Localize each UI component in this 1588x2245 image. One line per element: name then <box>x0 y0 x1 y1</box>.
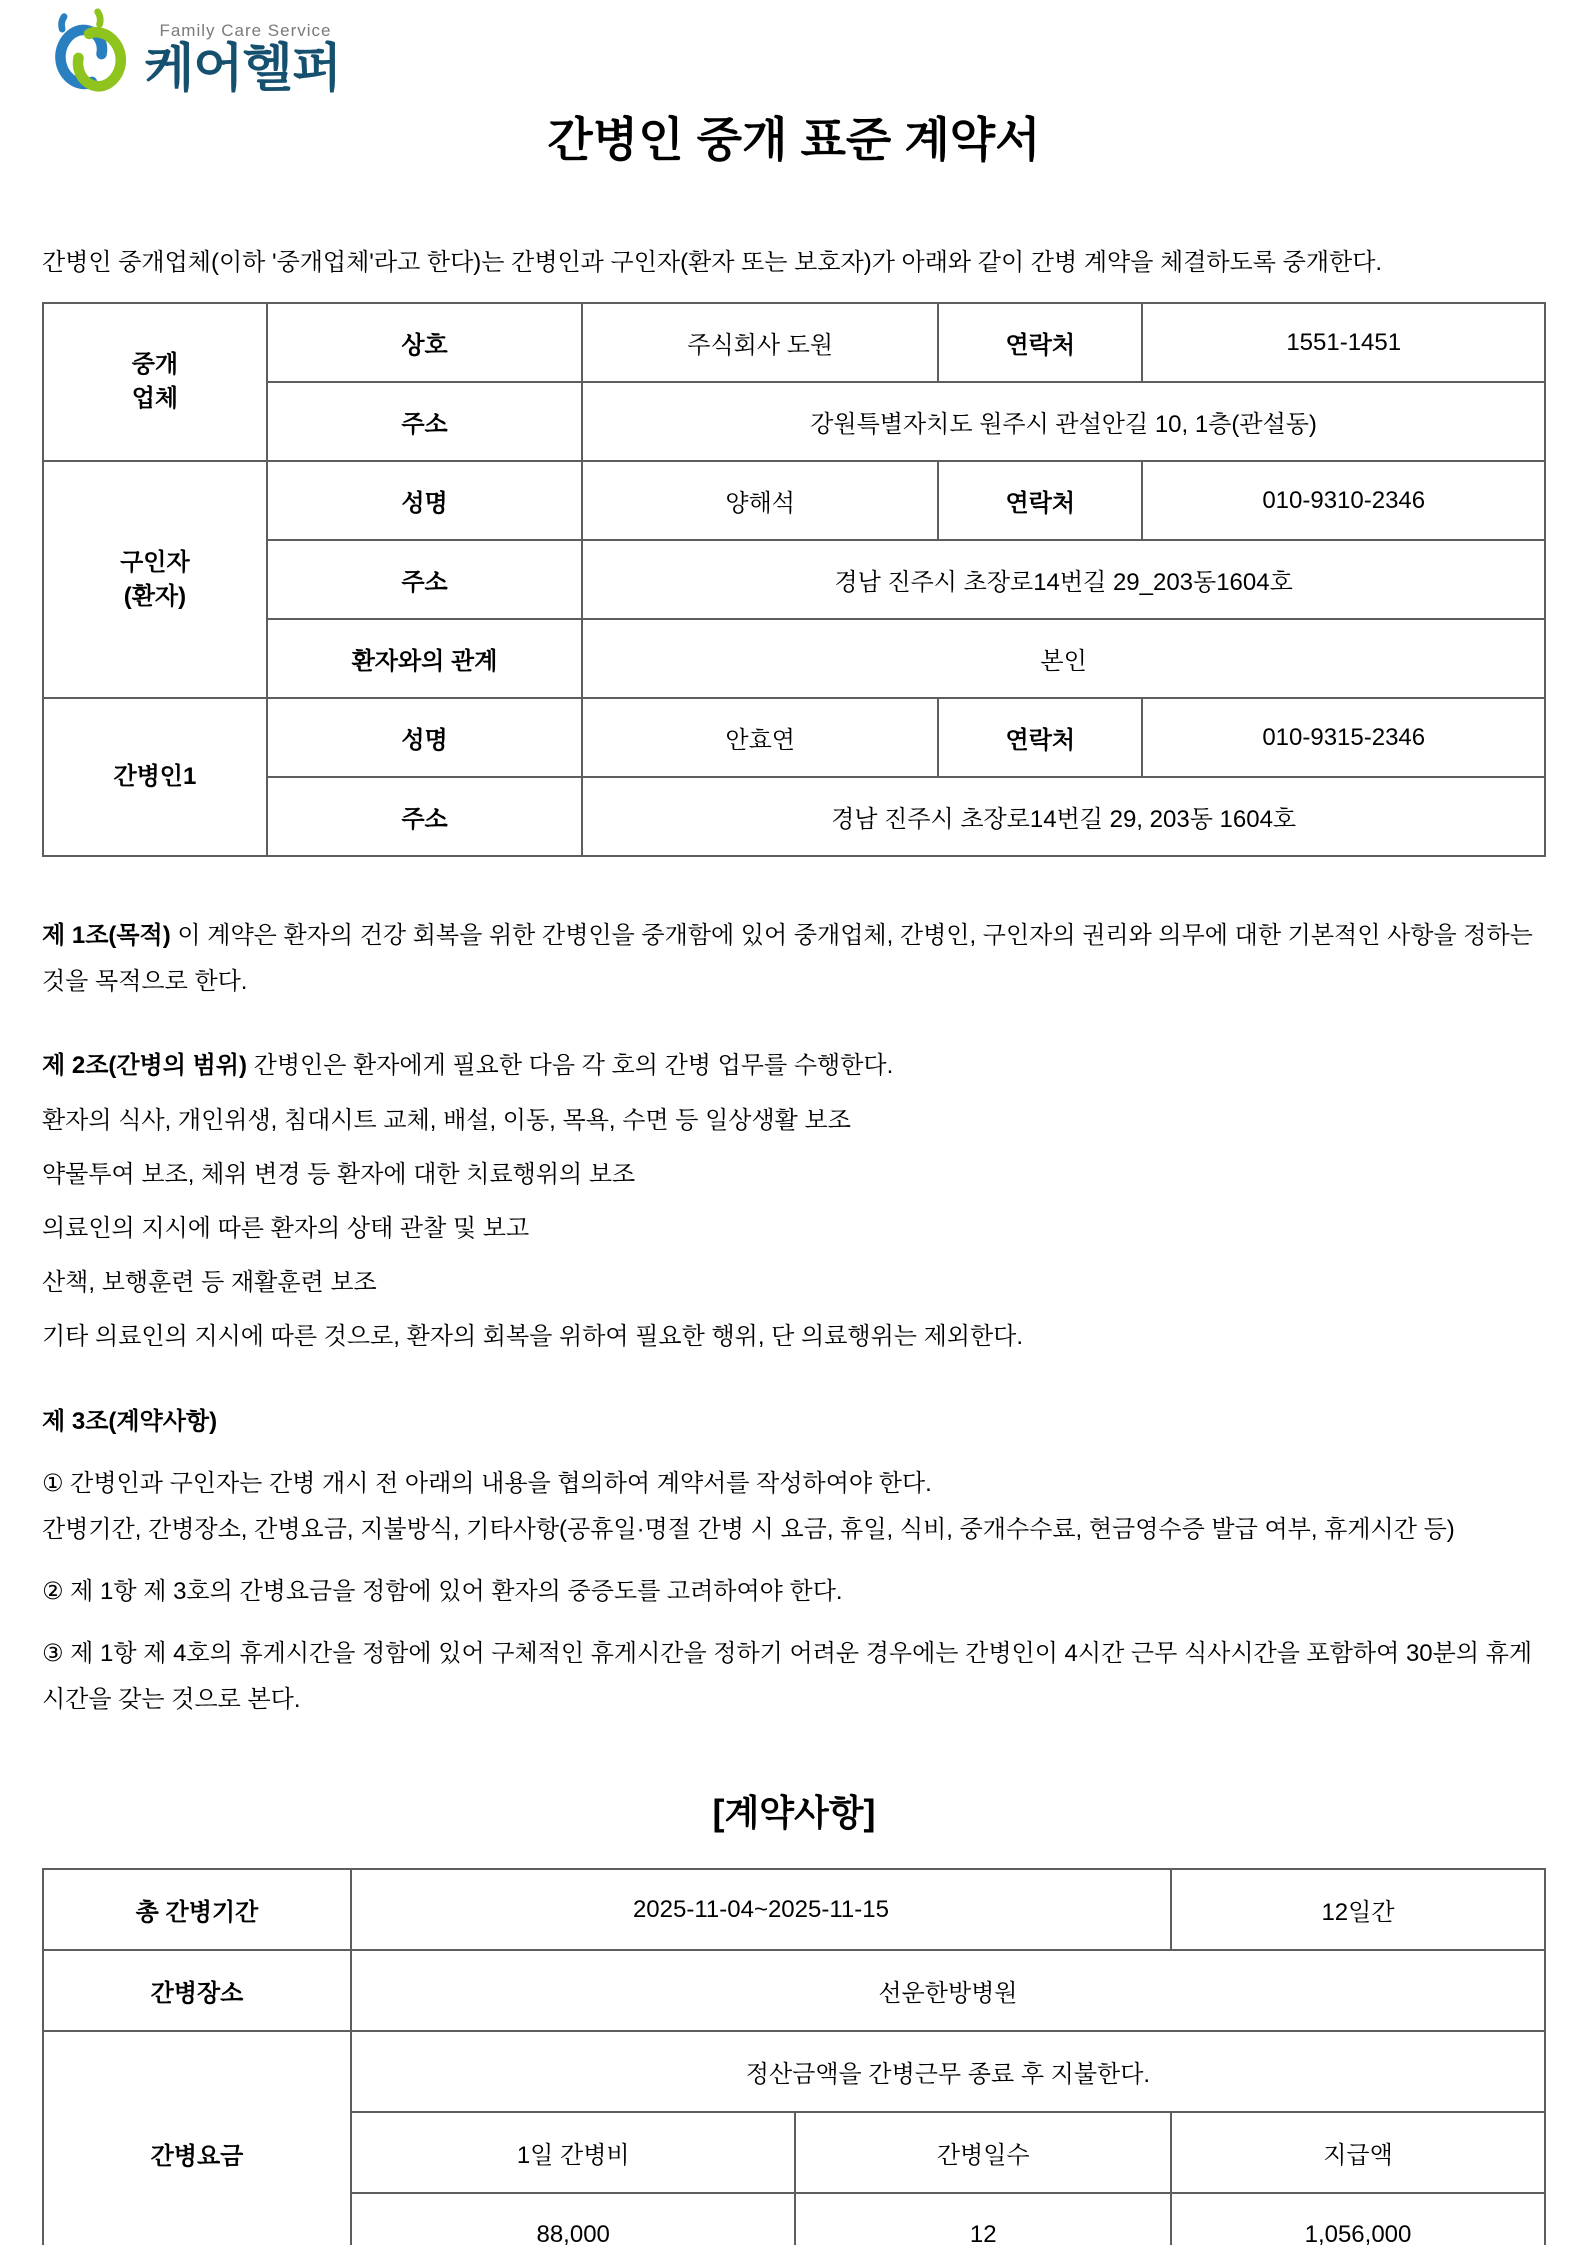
intro-paragraph: 간병인 중개업체(이하 '중개업체'라고 한다)는 간병인과 구인자(환자 또는 보호자)가 아래와 같이 간병 계약을 체결하도록 중개한다. <box>42 249 1383 277</box>
fee-note: 정산금액을 간병근무 종료 후 지불한다. <box>351 2031 1545 2112</box>
contract-details-table <box>42 1868 1546 2245</box>
care-scope-item: 의료인의 지시에 따른 환자의 상태 관찰 및 보고 <box>42 1215 530 1243</box>
broker-name-value: 주식회사 도원 <box>582 303 938 382</box>
article-3-clause-1: ① 간병인과 구인자는 간병 개시 전 아래의 내용을 협의하여 계약서를 작성하여야 한다. 간병기간, 간병장소, 간병요금, 지불방식, 기타사항(공휴일·명절 간병 시 요금, 휴일, 식비, 중개수수료, 현금영수증 발급 여부, 휴게시간 등) <box>42 1461 1546 1553</box>
caregiver-name-value: 안효연 <box>582 698 938 777</box>
article-2 <box>42 1043 1546 1089</box>
article-2-body: 간병인은 환자에게 필요한 다음 각 호의 간병 업무를 수행한다. <box>253 1052 894 1080</box>
place-value: 선운한방병원 <box>351 1950 1545 2031</box>
field-label: 환자와의 관계 <box>267 619 582 698</box>
fee-label: 간병요금 <box>43 2031 351 2245</box>
client-address-value: 경남 진주시 초장로14번길 29_203동1604호 <box>582 540 1545 619</box>
table-row <box>43 1869 1545 1950</box>
parties-table <box>42 302 1546 857</box>
field-label: 주소 <box>267 382 582 461</box>
field-label: 상호 <box>267 303 582 382</box>
group-client-cell: 구인자 (환자) <box>43 461 267 698</box>
fee-total-value: 1,056,000 <box>1171 2193 1545 2245</box>
article-1-body: 이 계약은 환자의 건강 회복을 위한 간병인을 중개함에 있어 중개업체, 간병인, 구인자의 권리와 의무에 대한 기본적인 사항을 정하는 것을 목적으로 한다. <box>42 922 1533 996</box>
fee-header-days: 간병일수 <box>795 2112 1171 2193</box>
field-label: 연락처 <box>938 461 1142 540</box>
field-label: 성명 <box>267 698 582 777</box>
article-3-clause-3: ③ 제 1항 제 4호의 휴게시간을 정함에 있어 구체적인 휴게시간을 정하기 어려운 경우에는 간병인이 4시간 근무 식사시간을 포함하여 30분의 휴게시간을 갖는 것으로 본다. <box>42 1640 1533 1714</box>
fee-header-daily: 1일 간병비 <box>351 2112 796 2193</box>
client-phone-value: 010-9310-2346 <box>1142 461 1545 540</box>
table-row <box>43 382 1545 461</box>
table-row <box>43 461 1545 540</box>
field-label: 성명 <box>267 461 582 540</box>
page-title: 간병인 중개 표준 계약서 <box>547 113 1041 166</box>
patient-relation-value: 본인 <box>582 619 1545 698</box>
group-broker-cell: 중개 업체 <box>43 303 267 461</box>
contract-section-heading: [계약사항] <box>712 1792 876 1834</box>
care-scope-item: 약물투여 보조, 체위 변경 등 환자에 대한 치료행위의 보조 <box>42 1161 636 1189</box>
care-helper-heart-icon <box>42 8 138 109</box>
table-row <box>43 619 1545 698</box>
period-value: 2025-11-04~2025-11-15 <box>351 1869 1171 1950</box>
client-name-value: 양해석 <box>582 461 938 540</box>
article-3-heading: 제 3조(계약사항) <box>42 1408 218 1436</box>
article-1-heading: 제 1조(목적) <box>42 922 171 950</box>
group-caregiver-cell: 간병인1 <box>43 698 267 856</box>
table-row <box>43 2031 1545 2112</box>
article-3-clause-1-detail: 간병기간, 간병장소, 간병요금, 지불방식, 기타사항(공휴일·명절 간병 시 요금, 휴일, 식비, 중개수수료, 현금영수증 발급 여부, 휴게시간 등) <box>42 1516 1455 1544</box>
document-header <box>42 0 1546 168</box>
caregiver-address-value: 경남 진주시 초장로14번길 29, 203동 1604호 <box>582 777 1545 856</box>
table-row <box>43 1950 1545 2031</box>
place-label: 간병장소 <box>43 1950 351 2031</box>
fee-header-total: 지급액 <box>1171 2112 1545 2193</box>
field-label: 주소 <box>267 540 582 619</box>
care-scope-item: 기타 의료인의 지시에 따른 것으로, 환자의 회복을 위하여 필요한 행위, 단 의료행위는 제외한다. <box>42 1323 1024 1351</box>
fee-daily-value: 88,000 <box>351 2193 796 2245</box>
care-scope-item: 산책, 보행훈련 등 재활훈련 보조 <box>42 1269 377 1297</box>
logo-tagline: Family Care Service <box>159 21 332 40</box>
period-label: 총 간병기간 <box>43 1869 351 1950</box>
article-3-clause-2: ② 제 1항 제 3호의 간병요금을 정함에 있어 환자의 중증도를 고려하여야 한다. <box>42 1578 843 1606</box>
article-2-heading: 제 2조(간병의 범위) <box>42 1052 247 1080</box>
fee-days-value: 12 <box>795 2193 1171 2245</box>
table-row <box>43 698 1545 777</box>
logo-brand-text: 케어헬퍼 <box>144 40 341 98</box>
caregiver-phone-value: 010-9315-2346 <box>1142 698 1545 777</box>
article-1 <box>42 913 1546 1005</box>
table-row <box>43 540 1545 619</box>
table-row <box>43 303 1545 382</box>
broker-address-value: 강원특별자치도 원주시 관설안길 10, 1층(관설동) <box>582 382 1545 461</box>
broker-phone-value: 1551-1451 <box>1142 303 1545 382</box>
period-days-value: 12일간 <box>1171 1869 1545 1950</box>
brand-logo <box>42 8 342 108</box>
field-label: 연락처 <box>938 303 1142 382</box>
field-label: 주소 <box>267 777 582 856</box>
care-scope-item: 환자의 식사, 개인위생, 침대시트 교체, 배설, 이동, 목욕, 수면 등 일상생활 보조 <box>42 1107 851 1135</box>
field-label: 연락처 <box>938 698 1142 777</box>
table-row <box>43 777 1545 856</box>
